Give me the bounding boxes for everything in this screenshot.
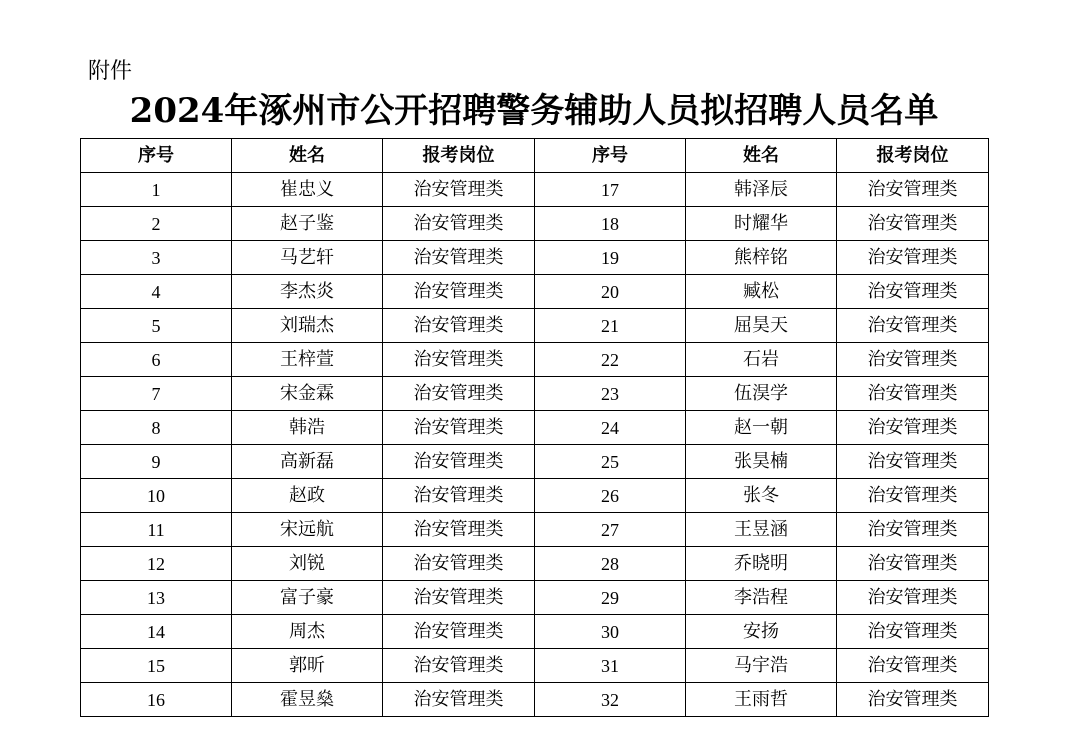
table-row xyxy=(81,377,989,411)
cell-post: 治安管理类 xyxy=(383,547,535,581)
cell-number: 11 xyxy=(81,513,232,547)
cell-name: 石岩 xyxy=(686,343,837,377)
attachment-label: 附件 xyxy=(88,59,133,84)
cell-post: 治安管理类 xyxy=(383,649,535,683)
cell-post: 治安管理类 xyxy=(383,275,535,309)
cell-name: 赵子鉴 xyxy=(232,207,383,241)
header-post-right: 报考岗位 xyxy=(837,139,989,173)
cell-post: 治安管理类 xyxy=(837,615,989,649)
cell-post: 治安管理类 xyxy=(383,581,535,615)
cell-post: 治安管理类 xyxy=(837,241,989,275)
cell-post: 治安管理类 xyxy=(837,207,989,241)
cell-name: 崔忠义 xyxy=(232,173,383,207)
cell-post: 治安管理类 xyxy=(383,479,535,513)
cell-post: 治安管理类 xyxy=(383,411,535,445)
cell-number: 20 xyxy=(535,275,686,309)
cell-number: 14 xyxy=(81,615,232,649)
cell-number: 24 xyxy=(535,411,686,445)
cell-name: 王梓萱 xyxy=(232,343,383,377)
cell-number: 3 xyxy=(81,241,232,275)
table-body xyxy=(81,173,989,717)
cell-number: 23 xyxy=(535,377,686,411)
table-row xyxy=(81,411,989,445)
cell-number: 29 xyxy=(535,581,686,615)
cell-post: 治安管理类 xyxy=(837,411,989,445)
table-row xyxy=(81,649,989,683)
cell-name: 富子豪 xyxy=(232,581,383,615)
cell-number: 5 xyxy=(81,309,232,343)
cell-number: 27 xyxy=(535,513,686,547)
cell-name: 熊梓铭 xyxy=(686,241,837,275)
cell-post: 治安管理类 xyxy=(383,343,535,377)
table-row xyxy=(81,479,989,513)
cell-number: 30 xyxy=(535,615,686,649)
cell-name: 王雨哲 xyxy=(686,683,837,717)
cell-post: 治安管理类 xyxy=(837,275,989,309)
cell-name: 伍淏学 xyxy=(686,377,837,411)
cell-post: 治安管理类 xyxy=(383,615,535,649)
cell-name: 周杰 xyxy=(232,615,383,649)
cell-name: 李杰炎 xyxy=(232,275,383,309)
cell-number: 8 xyxy=(81,411,232,445)
document-title: 2024年涿州市公开招聘警务辅助人员拟招聘人员名单 xyxy=(129,91,939,131)
table-row xyxy=(81,615,989,649)
cell-name: 张昊楠 xyxy=(686,445,837,479)
cell-name: 乔晓明 xyxy=(686,547,837,581)
table-row xyxy=(81,275,989,309)
table-row xyxy=(81,309,989,343)
cell-number: 15 xyxy=(81,649,232,683)
header-no-left: 序号 xyxy=(81,139,232,173)
cell-number: 10 xyxy=(81,479,232,513)
cell-post: 治安管理类 xyxy=(837,479,989,513)
candidate-table xyxy=(80,138,989,717)
cell-name: 李浩程 xyxy=(686,581,837,615)
cell-number: 12 xyxy=(81,547,232,581)
cell-post: 治安管理类 xyxy=(383,683,535,717)
cell-number: 25 xyxy=(535,445,686,479)
table-row xyxy=(81,241,989,275)
cell-number: 7 xyxy=(81,377,232,411)
cell-number: 21 xyxy=(535,309,686,343)
cell-name: 郭昕 xyxy=(232,649,383,683)
cell-post: 治安管理类 xyxy=(837,683,989,717)
cell-name: 赵一朝 xyxy=(686,411,837,445)
table-row xyxy=(81,513,989,547)
cell-name: 宋远航 xyxy=(232,513,383,547)
header-name-right: 姓名 xyxy=(686,139,837,173)
cell-post: 治安管理类 xyxy=(837,581,989,615)
cell-post: 治安管理类 xyxy=(383,241,535,275)
cell-post: 治安管理类 xyxy=(383,309,535,343)
cell-name: 马宇浩 xyxy=(686,649,837,683)
cell-post: 治安管理类 xyxy=(383,377,535,411)
cell-number: 13 xyxy=(81,581,232,615)
cell-name: 屈昊天 xyxy=(686,309,837,343)
cell-name: 臧松 xyxy=(686,275,837,309)
cell-name: 刘锐 xyxy=(232,547,383,581)
cell-name: 赵政 xyxy=(232,479,383,513)
header-no-right: 序号 xyxy=(535,139,686,173)
cell-number: 26 xyxy=(535,479,686,513)
header-name-left: 姓名 xyxy=(232,139,383,173)
cell-name: 马艺轩 xyxy=(232,241,383,275)
cell-name: 刘瑞杰 xyxy=(232,309,383,343)
cell-number: 32 xyxy=(535,683,686,717)
table-row xyxy=(81,581,989,615)
cell-number: 22 xyxy=(535,343,686,377)
cell-number: 17 xyxy=(535,173,686,207)
cell-post: 治安管理类 xyxy=(837,513,989,547)
cell-number: 16 xyxy=(81,683,232,717)
cell-post: 治安管理类 xyxy=(383,445,535,479)
cell-number: 31 xyxy=(535,649,686,683)
table-row xyxy=(81,547,989,581)
cell-post: 治安管理类 xyxy=(837,547,989,581)
table-row xyxy=(81,683,989,717)
cell-number: 4 xyxy=(81,275,232,309)
cell-name: 王昱涵 xyxy=(686,513,837,547)
cell-name: 安扬 xyxy=(686,615,837,649)
cell-name: 霍昱燊 xyxy=(232,683,383,717)
cell-name: 宋金霖 xyxy=(232,377,383,411)
table-row xyxy=(81,173,989,207)
table-row xyxy=(81,207,989,241)
cell-number: 18 xyxy=(535,207,686,241)
cell-name: 韩浩 xyxy=(232,411,383,445)
cell-name: 高新磊 xyxy=(232,445,383,479)
header-post-left: 报考岗位 xyxy=(383,139,535,173)
cell-name: 张冬 xyxy=(686,479,837,513)
cell-post: 治安管理类 xyxy=(837,343,989,377)
cell-post: 治安管理类 xyxy=(837,377,989,411)
table-row xyxy=(81,445,989,479)
cell-post: 治安管理类 xyxy=(383,173,535,207)
cell-post: 治安管理类 xyxy=(837,309,989,343)
cell-number: 19 xyxy=(535,241,686,275)
cell-number: 9 xyxy=(81,445,232,479)
cell-number: 6 xyxy=(81,343,232,377)
cell-post: 治安管理类 xyxy=(837,445,989,479)
cell-name: 韩泽辰 xyxy=(686,173,837,207)
table-header-row xyxy=(81,139,989,173)
cell-number: 2 xyxy=(81,207,232,241)
cell-number: 28 xyxy=(535,547,686,581)
cell-post: 治安管理类 xyxy=(837,173,989,207)
cell-number: 1 xyxy=(81,173,232,207)
cell-post: 治安管理类 xyxy=(383,207,535,241)
cell-post: 治安管理类 xyxy=(383,513,535,547)
table-row xyxy=(81,343,989,377)
cell-name: 时耀华 xyxy=(686,207,837,241)
cell-post: 治安管理类 xyxy=(837,649,989,683)
